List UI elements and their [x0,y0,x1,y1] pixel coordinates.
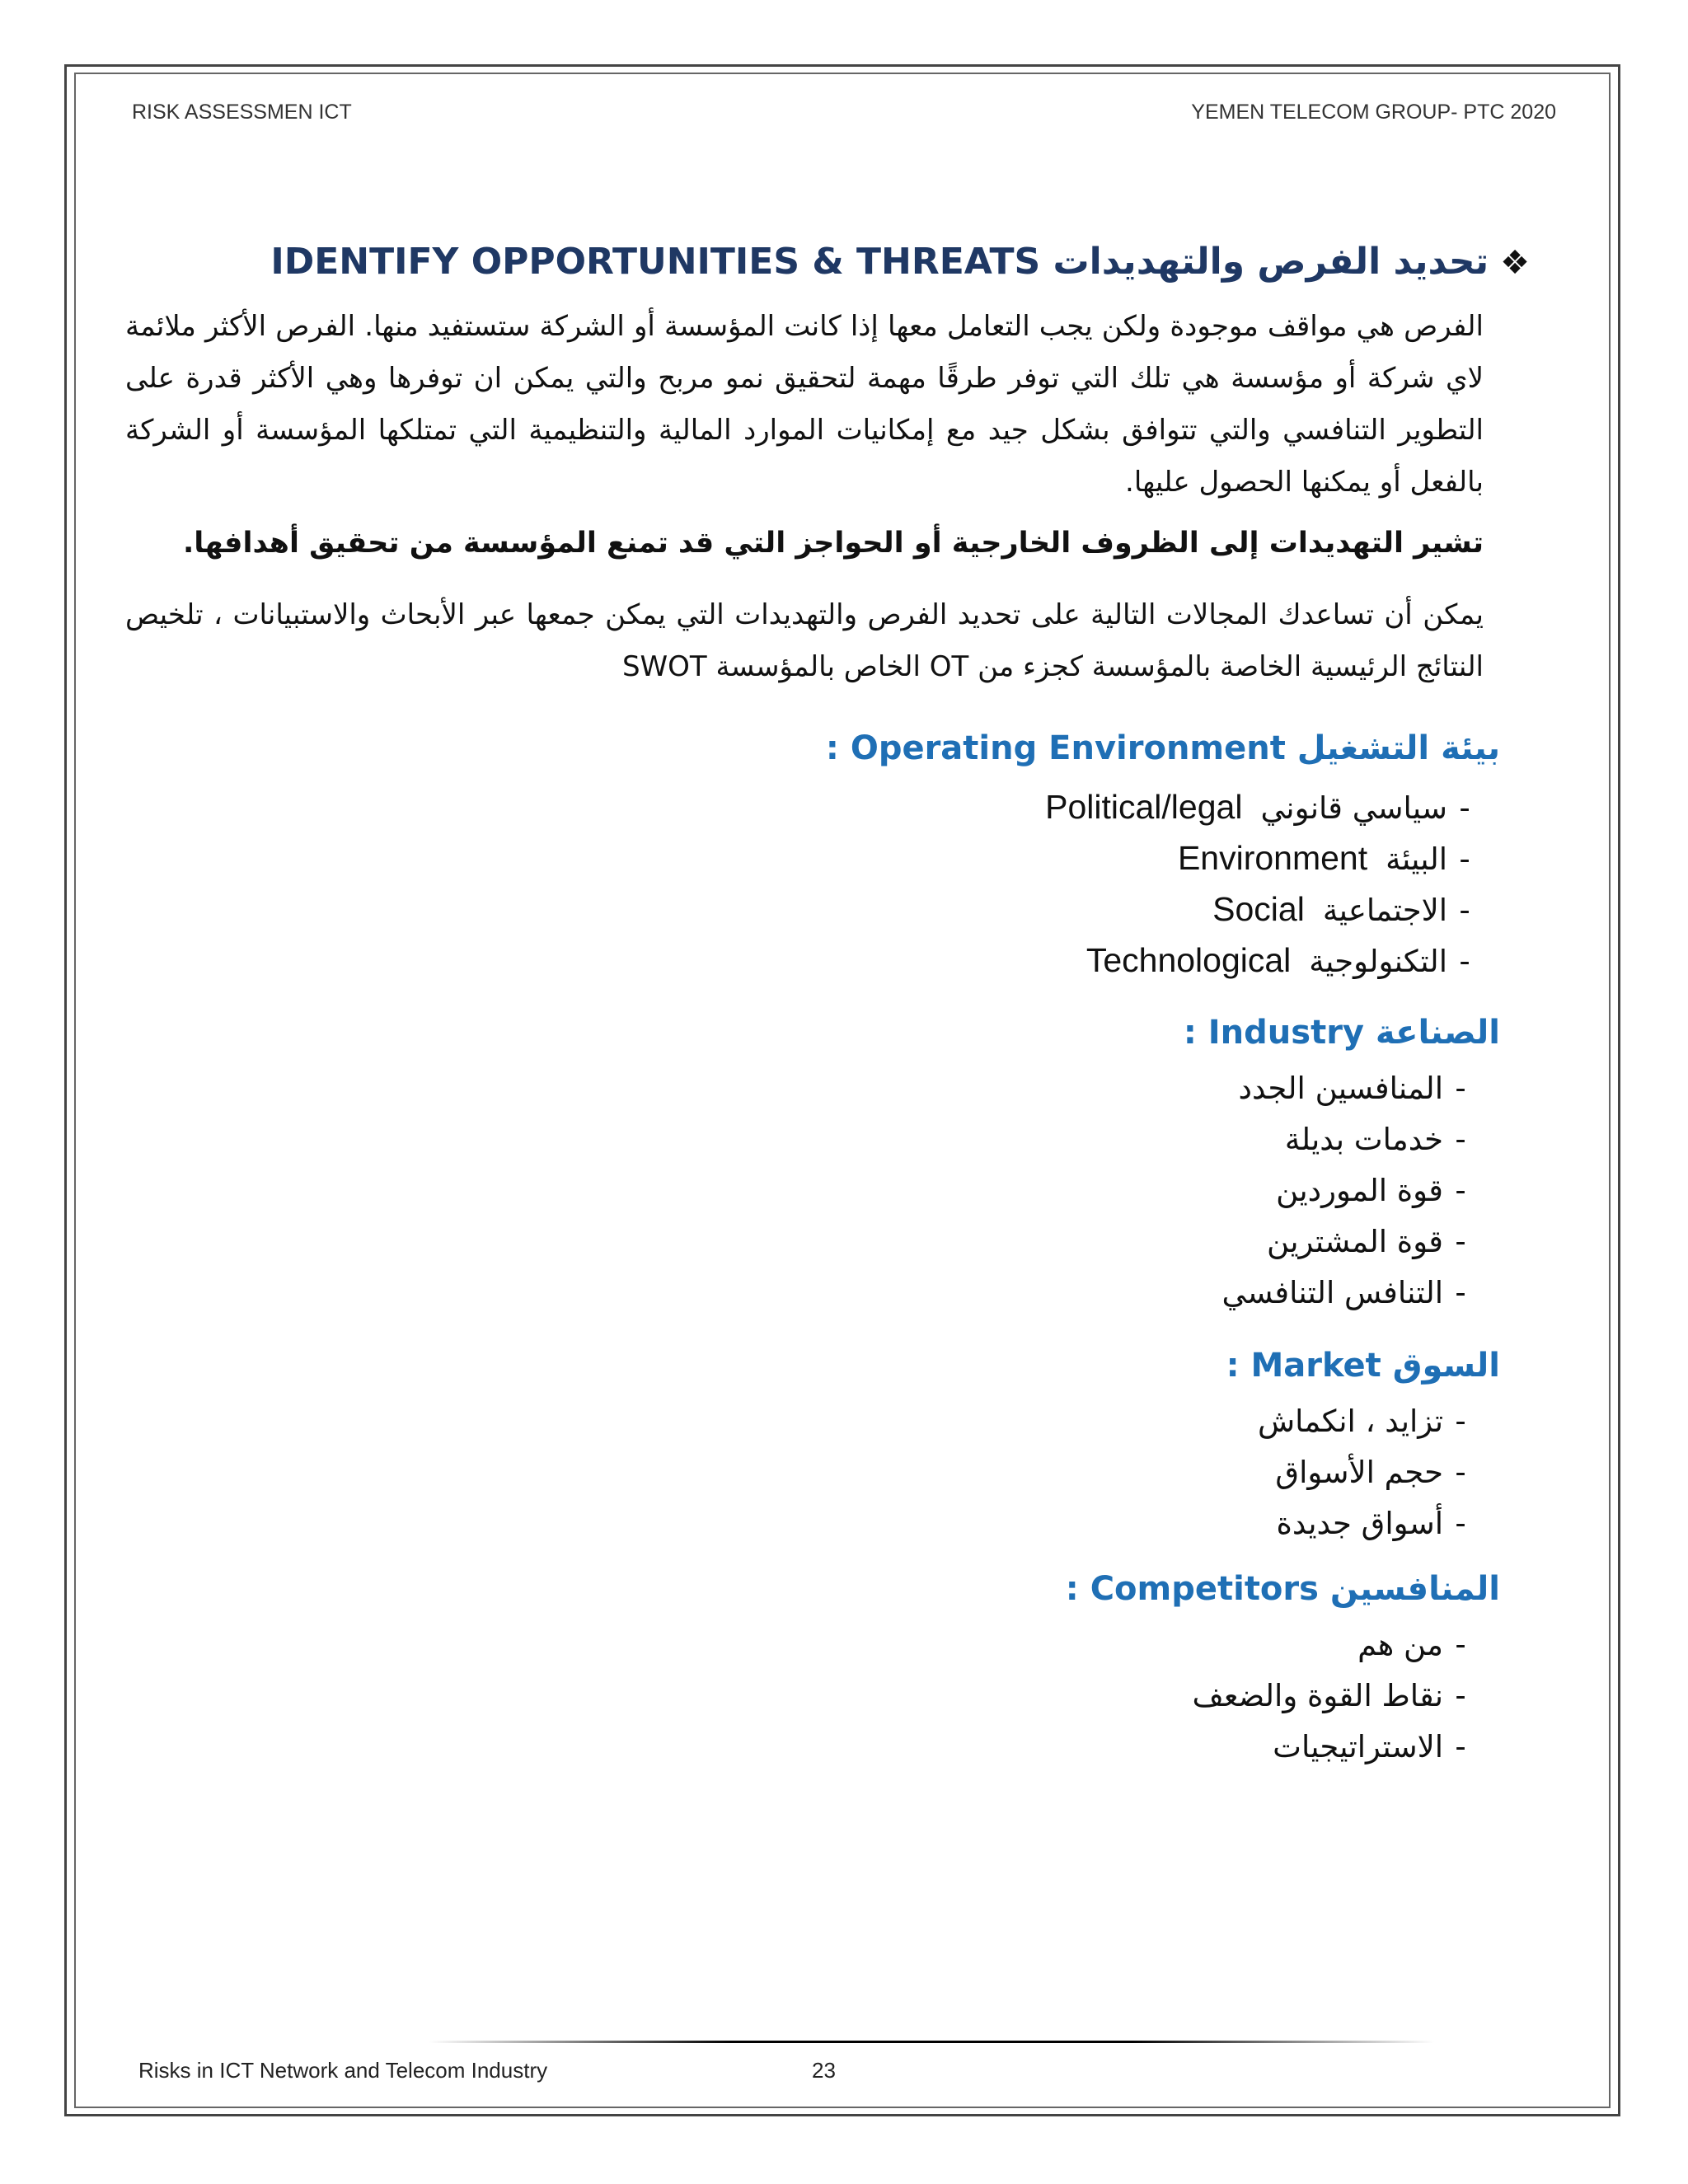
list-item: -سياسي قانونيPolitical/legal [1045,788,1470,826]
list-item: -نقاط القوة والضعف [1192,1678,1466,1713]
list-item: -الاجتماعيةSocial [1212,890,1470,928]
header-right-text: YEMEN TELECOM GROUP- PTC 2020 [1191,101,1556,124]
footer-text: Risks in ICT Network and Telecom Industry [138,2058,548,2083]
list-item: -من هم [1357,1627,1466,1662]
heading-competitors: المنافسين Competitors : [1065,1570,1500,1608]
footer-divider [429,2041,1434,2043]
paragraph-opportunities: الفرص هي مواقف موجودة ولكن يجب التعامل معها إذا كانت المؤسسة أو الشركة ستستفيد منها. الفرص الأكثر ملائمة لاي شركة أو مؤسسة هي تلك التي توفر طرقًا مهمة لتحقيق نمو مربح والتي يمكن ان توفرها وهي الأكثر قدرة على التطوير التنافسي والتي تتوافق بشكل جيد مع إمكانيات الموارد المالية والتنظيمية التي تمتلكها المؤسسة أو الشركة بالفعل أو يمكنها الحصول عليها. [125,310,1484,499]
list-competitors [1193,1619,1478,1773]
heading-market: السوق Market : [1226,1347,1500,1385]
list-item: -أسواق جديدة [1276,1506,1466,1541]
list-item: -التنافس التنافسي [1221,1275,1466,1310]
list-market [1258,1396,1478,1549]
list-item: -قوة الموردين [1276,1173,1466,1208]
list-item: -خدمات بديلة [1284,1122,1466,1157]
paragraph-areas: يمكن أن تساعدك المجالات التالية على تحديد الفرص والتهديدات التي يمكن جمعها عبر الأبحاث والاستبيانات ، تلخيص النتائج الرئيسية الخاصة بالمؤسسة كجزء من OT الخاص بالمؤسسة SWOT [125,598,1484,683]
list-item: -المنافسين الجدد [1238,1071,1466,1106]
title-text: IDENTIFY OPPORTUNITIES & THREATS تحديد الفرص والتهديدات [270,241,1489,283]
page-number: 23 [812,2058,836,2083]
section-title [270,241,1530,283]
list-item: -حجم الأسواق [1275,1455,1466,1490]
list-item: -التكنولوجيةTechnological [1085,941,1470,979]
list-item: -الاستراتيجيات [1273,1729,1466,1765]
list-item: -تزايد ، انكماش [1257,1404,1466,1439]
list-industry [1222,1063,1478,1319]
list-item: -البيئةEnvironment [1177,839,1470,877]
heading-operating-environment: بيئة التشغيل Operating Environment : [825,729,1500,767]
heading-industry: الصناعة Industry : [1183,1014,1500,1052]
paragraph-threats: تشير التهديدات إلى الظروف الخارجية أو الحواجز التي قد تمنع المؤسسة من تحقيق أهدافها. [183,527,1484,560]
list-item: -قوة المشترين [1267,1224,1466,1259]
list-operating-environment [1045,781,1482,986]
header-left-text: RISK ASSESSMEN ICT [132,101,352,124]
diamond-bullet-icon: ❖ [1500,244,1530,282]
